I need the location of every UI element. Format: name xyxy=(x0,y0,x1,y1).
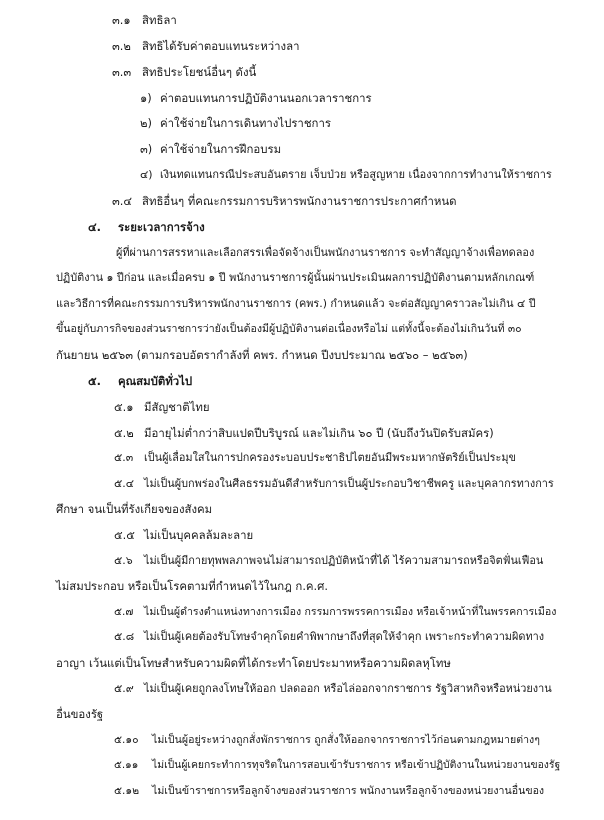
item-text: ไม่เป็นผู้ดำรงตำแหน่งทางการเมือง กรรมการพรรคการเมือง หรือเจ้าหน้าที่ในพรรคการเมือง xyxy=(144,606,557,618)
item-3-4 xyxy=(112,196,457,207)
item-text: ไม่เป็นผู้เคยต้องรับโทษจำคุกโดยคำพิพากษาถึงที่สุดให้จำคุก เพราะกระทำความผิดทาง xyxy=(144,630,545,643)
item-number: ๕.๘ xyxy=(114,630,135,643)
qualification-5-10 xyxy=(114,735,540,746)
qualification-5-6 xyxy=(114,556,543,567)
item-number: ๕.๖ xyxy=(114,554,133,567)
item-text: สิทธิประโยชน์อื่นๆ ดังนี้ xyxy=(142,65,257,79)
qualification-5-4-continued: ศึกษา จนเป็นที่รังเกียจของสังคม xyxy=(56,502,213,516)
item-text: มีสัญชาติไทย xyxy=(144,400,210,414)
qualification-5-6-continued: ไม่สมประกอบ หรือเป็นโรคตามที่กำหนดไว้ในกฎ ก.ค.ศ. xyxy=(56,579,329,593)
qualification-5-11 xyxy=(114,760,560,770)
item-3-3 xyxy=(112,67,256,78)
subitem-number: ๑) xyxy=(140,91,152,105)
section-4-heading xyxy=(88,222,205,233)
subitem-3 xyxy=(140,144,281,155)
item-text: ไม่เป็นผู้เคยกระทำการทุจริตในการสอบเข้ารับราชการ หรือเข้าปฏิบัติงานในหน่วยงานของรัฐ xyxy=(152,759,561,771)
qualification-5-8 xyxy=(114,632,544,643)
subitem-2 xyxy=(140,118,331,129)
subitem-4 xyxy=(140,170,552,181)
section-5-heading xyxy=(88,376,192,387)
item-text: ไม่เป็นข้าราชการหรือลูกจ้างของส่วนราชการ พนักงานหรือลูกจ้างของหน่วยงานอื่นของ xyxy=(152,785,545,797)
item-number: ๕.๑๒ xyxy=(114,785,140,797)
section-4-line-3: และวิธีการที่คณะกรรมการบริหารพนักงานราชการ (คพร.) กำหนดแล้ว จะต่อสัญญาคราวละไม่เกิน ๔ ปี xyxy=(56,297,536,310)
section-4-line-2: ปฏิบัติงาน ๑ ปีก่อน และเมื่อครบ ๑ ปี พนักงานราชการผู้นั้นผ่านประเมินผลการปฏิบัติงานตามหลักเกณฑ์ xyxy=(56,271,535,284)
item-number: ๓.๒ xyxy=(112,39,131,53)
qualification-5-7 xyxy=(114,607,556,618)
subitem-text: ค่าใช้จ่ายในการฝึกอบรม xyxy=(160,142,282,156)
item-number: ๕.๕ xyxy=(114,528,135,542)
qualification-5-8-continued: อาญา เว้นแต่เป็นโทษสำหรับความผิดที่ได้กระทำโดยประมาทหรือความผิดลหุโทษ xyxy=(56,656,451,670)
section-4-line-5: กันยายน ๒๕๖๓ (ตามกรอบอัตรากำลังที่ คพร. กำหนด ปีงบประมาณ ๒๕๖๐ – ๒๕๖๓) xyxy=(56,348,468,362)
qualification-5-5 xyxy=(114,530,253,541)
qualification-5-9-continued: อื่นของรัฐ xyxy=(56,707,104,721)
item-text: มีอายุไม่ต่ำกว่าสิบแปดปีบริบูรณ์ และไม่เกิน ๖๐ ปี (นับถึงวันปิดรับสมัคร) xyxy=(144,426,494,440)
section-4-line-4: ขึ้นอยู่กับภารกิจของส่วนราชการว่ายังเป็นต้องมีผู้ปฏิบัติงานต่อเนื่องหรือไม่ แต่ทั้งนี้จะต้องไม่เกินวันที่ ๓๐ xyxy=(56,323,522,335)
section-title: ระยะเวลาการจ้าง xyxy=(118,220,205,234)
item-text: ไม่เป็นบุคคลล้มละลาย xyxy=(144,528,254,542)
item-number: ๕.๑ xyxy=(114,400,134,414)
item-text: ไม่เป็นผู้อยู่ระหว่างถูกสั่งพักราชการ ถูกสั่งให้ออกจากราชการไว้ก่อนตามกฎหมายต่างๆ xyxy=(152,734,540,746)
subitem-number: ๓) xyxy=(140,142,153,156)
qualification-5-9 xyxy=(114,684,552,695)
item-text: ไม่เป็นผู้มีกายทุพพลภาพจนไม่สามารถปฏิบัติหน้าที่ได้ ไร้ความสามารถหรือจิตฟั่นเฟือน xyxy=(144,554,544,567)
item-text: สิทธิได้รับค่าตอบแทนระหว่างลา xyxy=(142,39,300,53)
item-text: ไม่เป็นผู้เคยถูกลงโทษให้ออก ปลดออก หรือไล่ออกจากราชการ รัฐวิสาหกิจหรือหน่วยงาน xyxy=(144,682,552,695)
item-3-1 xyxy=(112,15,177,26)
subitem-text: เงินทดแทนกรณีประสบอันตราย เจ็บป่วย หรือสูญหาย เนื่องจากการทำงานให้ราชการ xyxy=(160,168,552,181)
qualification-5-4 xyxy=(114,479,554,490)
qualification-5-12 xyxy=(114,786,544,797)
item-number: ๕.๔ xyxy=(114,477,134,490)
item-number: ๓.๓ xyxy=(112,65,132,79)
item-number: ๕.๑๑ xyxy=(114,759,139,771)
item-number: ๕.๑๐ xyxy=(114,734,139,746)
section-number: ๕. xyxy=(88,374,101,388)
subitem-number: ๒) xyxy=(140,116,152,130)
item-number: ๓.๔ xyxy=(112,194,133,208)
subitem-1 xyxy=(140,93,372,104)
qualification-5-2 xyxy=(114,428,494,439)
item-text: สิทธิลา xyxy=(142,13,177,27)
item-text: ไม่เป็นผู้บกพร่องในศีลธรรมอันดีสำหรับการเป็นผู้ประกอบวิชาชีพครู และบุคลากรทางการ xyxy=(144,477,554,490)
section-number: ๔. xyxy=(88,220,101,234)
item-text: เป็นผู้เลื่อมใสในการปกครองระบอบประชาธิปไตยอันมีพระมหากษัตริย์เป็นประมุข xyxy=(144,451,516,464)
qualification-5-1 xyxy=(114,402,210,413)
item-3-2 xyxy=(112,41,299,52)
qualification-5-3 xyxy=(114,453,516,464)
item-number: ๕.๒ xyxy=(114,426,134,440)
item-number: ๕.๗ xyxy=(114,606,134,618)
item-number: ๓.๑ xyxy=(112,13,131,27)
item-text: สิทธิอื่นๆ ที่คณะกรรมการบริหารพนักงานราชการประกาศกำหนด xyxy=(142,194,457,208)
section-title: คุณสมบัติทั่วไป xyxy=(118,374,193,388)
section-4-line-1: ผู้ที่ผ่านการสรรหาและเลือกสรรเพื่อจัดจ้างเป็นพนักงานราชการ จะทำสัญญาจ้างเพื่อทดลอง xyxy=(116,246,535,259)
subitem-text: ค่าใช้จ่ายในการเดินทางไปราชการ xyxy=(160,116,331,130)
item-number: ๕.๓ xyxy=(114,451,134,464)
item-number: ๕.๙ xyxy=(114,682,134,695)
subitem-number: ๔) xyxy=(140,168,153,181)
subitem-text: ค่าตอบแทนการปฏิบัติงานนอกเวลาราชการ xyxy=(160,91,372,105)
